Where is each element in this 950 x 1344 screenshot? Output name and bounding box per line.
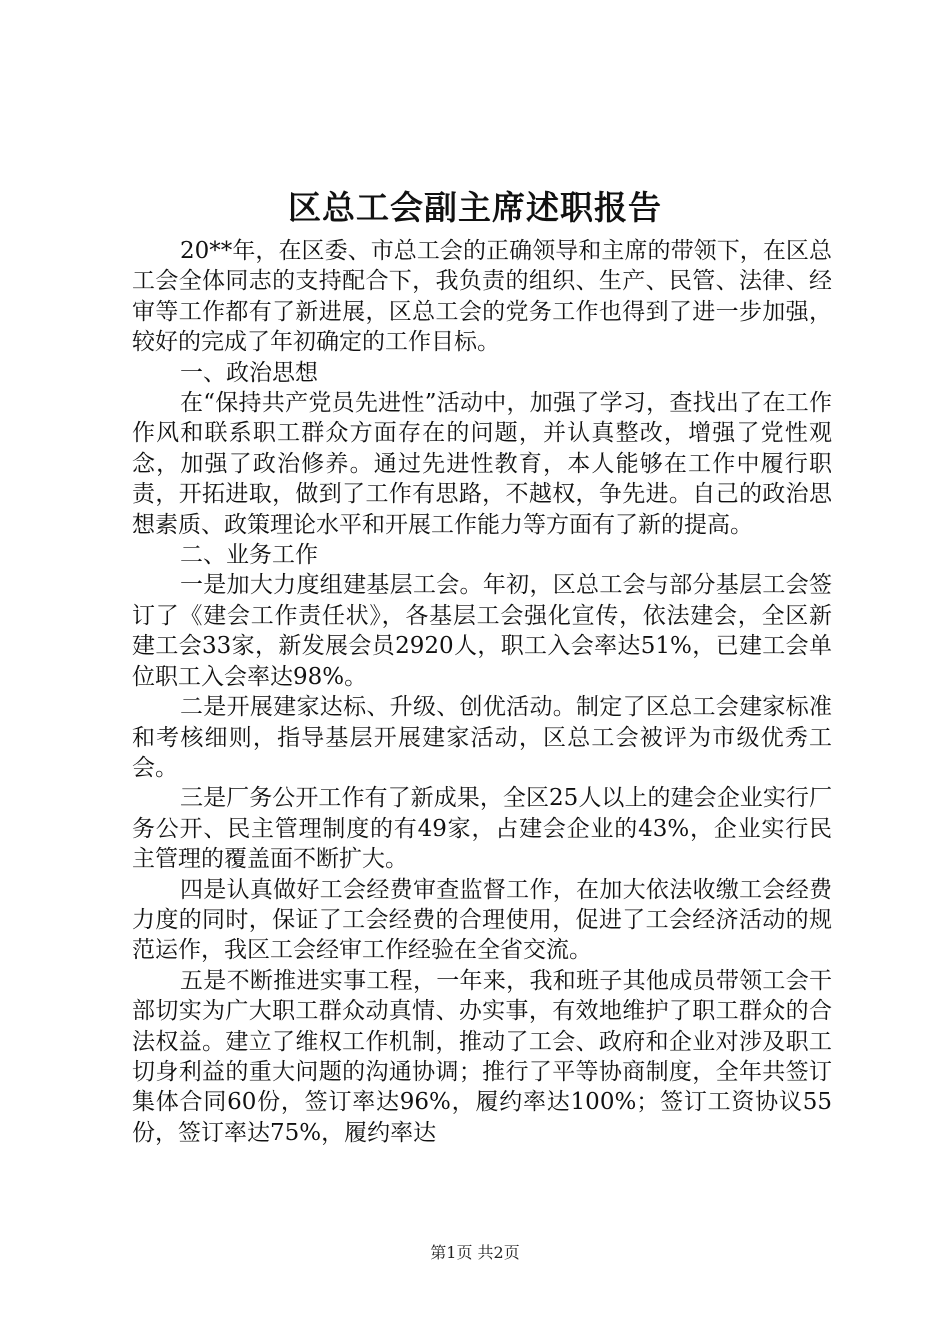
paragraph-item-4: 四是认真做好工会经费审查监督工作，在加大依法收缴工会经费力度的同时，保证了工会经费的合理使用，促进了工会经济活动的规范运作，我区工会经审工作经验在全省交流。 — [132, 876, 832, 964]
section-heading-politics: 一、政治思想 — [180, 359, 318, 386]
paragraph-item-2: 二是开展建家达标、升级、创优活动。制定了区总工会建家标准和考核细则，指导基层开展建家活动，区总工会被评为市级优秀工会。 — [132, 694, 832, 781]
paragraph-politics: 在“保持共产党员先进性”活动中，加强了学习，查找出了在工作作风和联系职工群众方面存在的问题，并认真整改，增强了党性观念，加强了政治修养。通过先进性教育，本人能够在工作中履行职责，开拓进取，做到了工作有思路，不越权，争先进。自己的政治思想素质、政策理论水平和开展工作能力等方面有了新的提高。 — [132, 390, 832, 538]
document-body — [132, 236, 832, 1148]
document-title: 区总工会副主席述职报告 — [288, 188, 662, 227]
paragraph-item-5: 五是不断推进实事工程，一年来，我和班子其他成员带领工会干部切实为广大职工群众动真情、办实事，有效地维护了职工群众的合法权益。建立了维权工作机制，推动了工会、政府和企业对涉及职工切身利益的重大问题的沟通协调；推行了平等协商制度，全年共签订集体合同60份，签订率达96%，履约率达100%；签订工资协议55份，签订率达75%，履约率达 — [132, 967, 832, 1146]
page-footer: 第1页 共2页 — [430, 1243, 520, 1262]
paragraph-item-3: 三是厂务公开工作有了新成果，全区25人以上的建会企业实行厂务公开、民主管理制度的有49家，占建会企业的43%，企业实行民主管理的覆盖面不断扩大。 — [132, 785, 832, 873]
paragraph-intro: 20**年，在区委、市总工会的正确领导和主席的带领下，在区总工会全体同志的支持配合下，我负责的组织、生产、民管、法律、经审等工作都有了新进展，区总工会的党务工作也得到了进一步加强，较好的完成了年初确定的工作目标。 — [132, 238, 832, 356]
paragraph-item-1: 一是加大力度组建基层工会。年初，区总工会与部分基层工会签订了《建会工作责任状》，各基层工会强化宣传，依法建会，全区新建工会33家，新发展会员2920人，职工入会率达51%，已建工会单位职工入会率达98%。 — [132, 572, 832, 690]
section-heading-business: 二、业务工作 — [180, 542, 318, 569]
